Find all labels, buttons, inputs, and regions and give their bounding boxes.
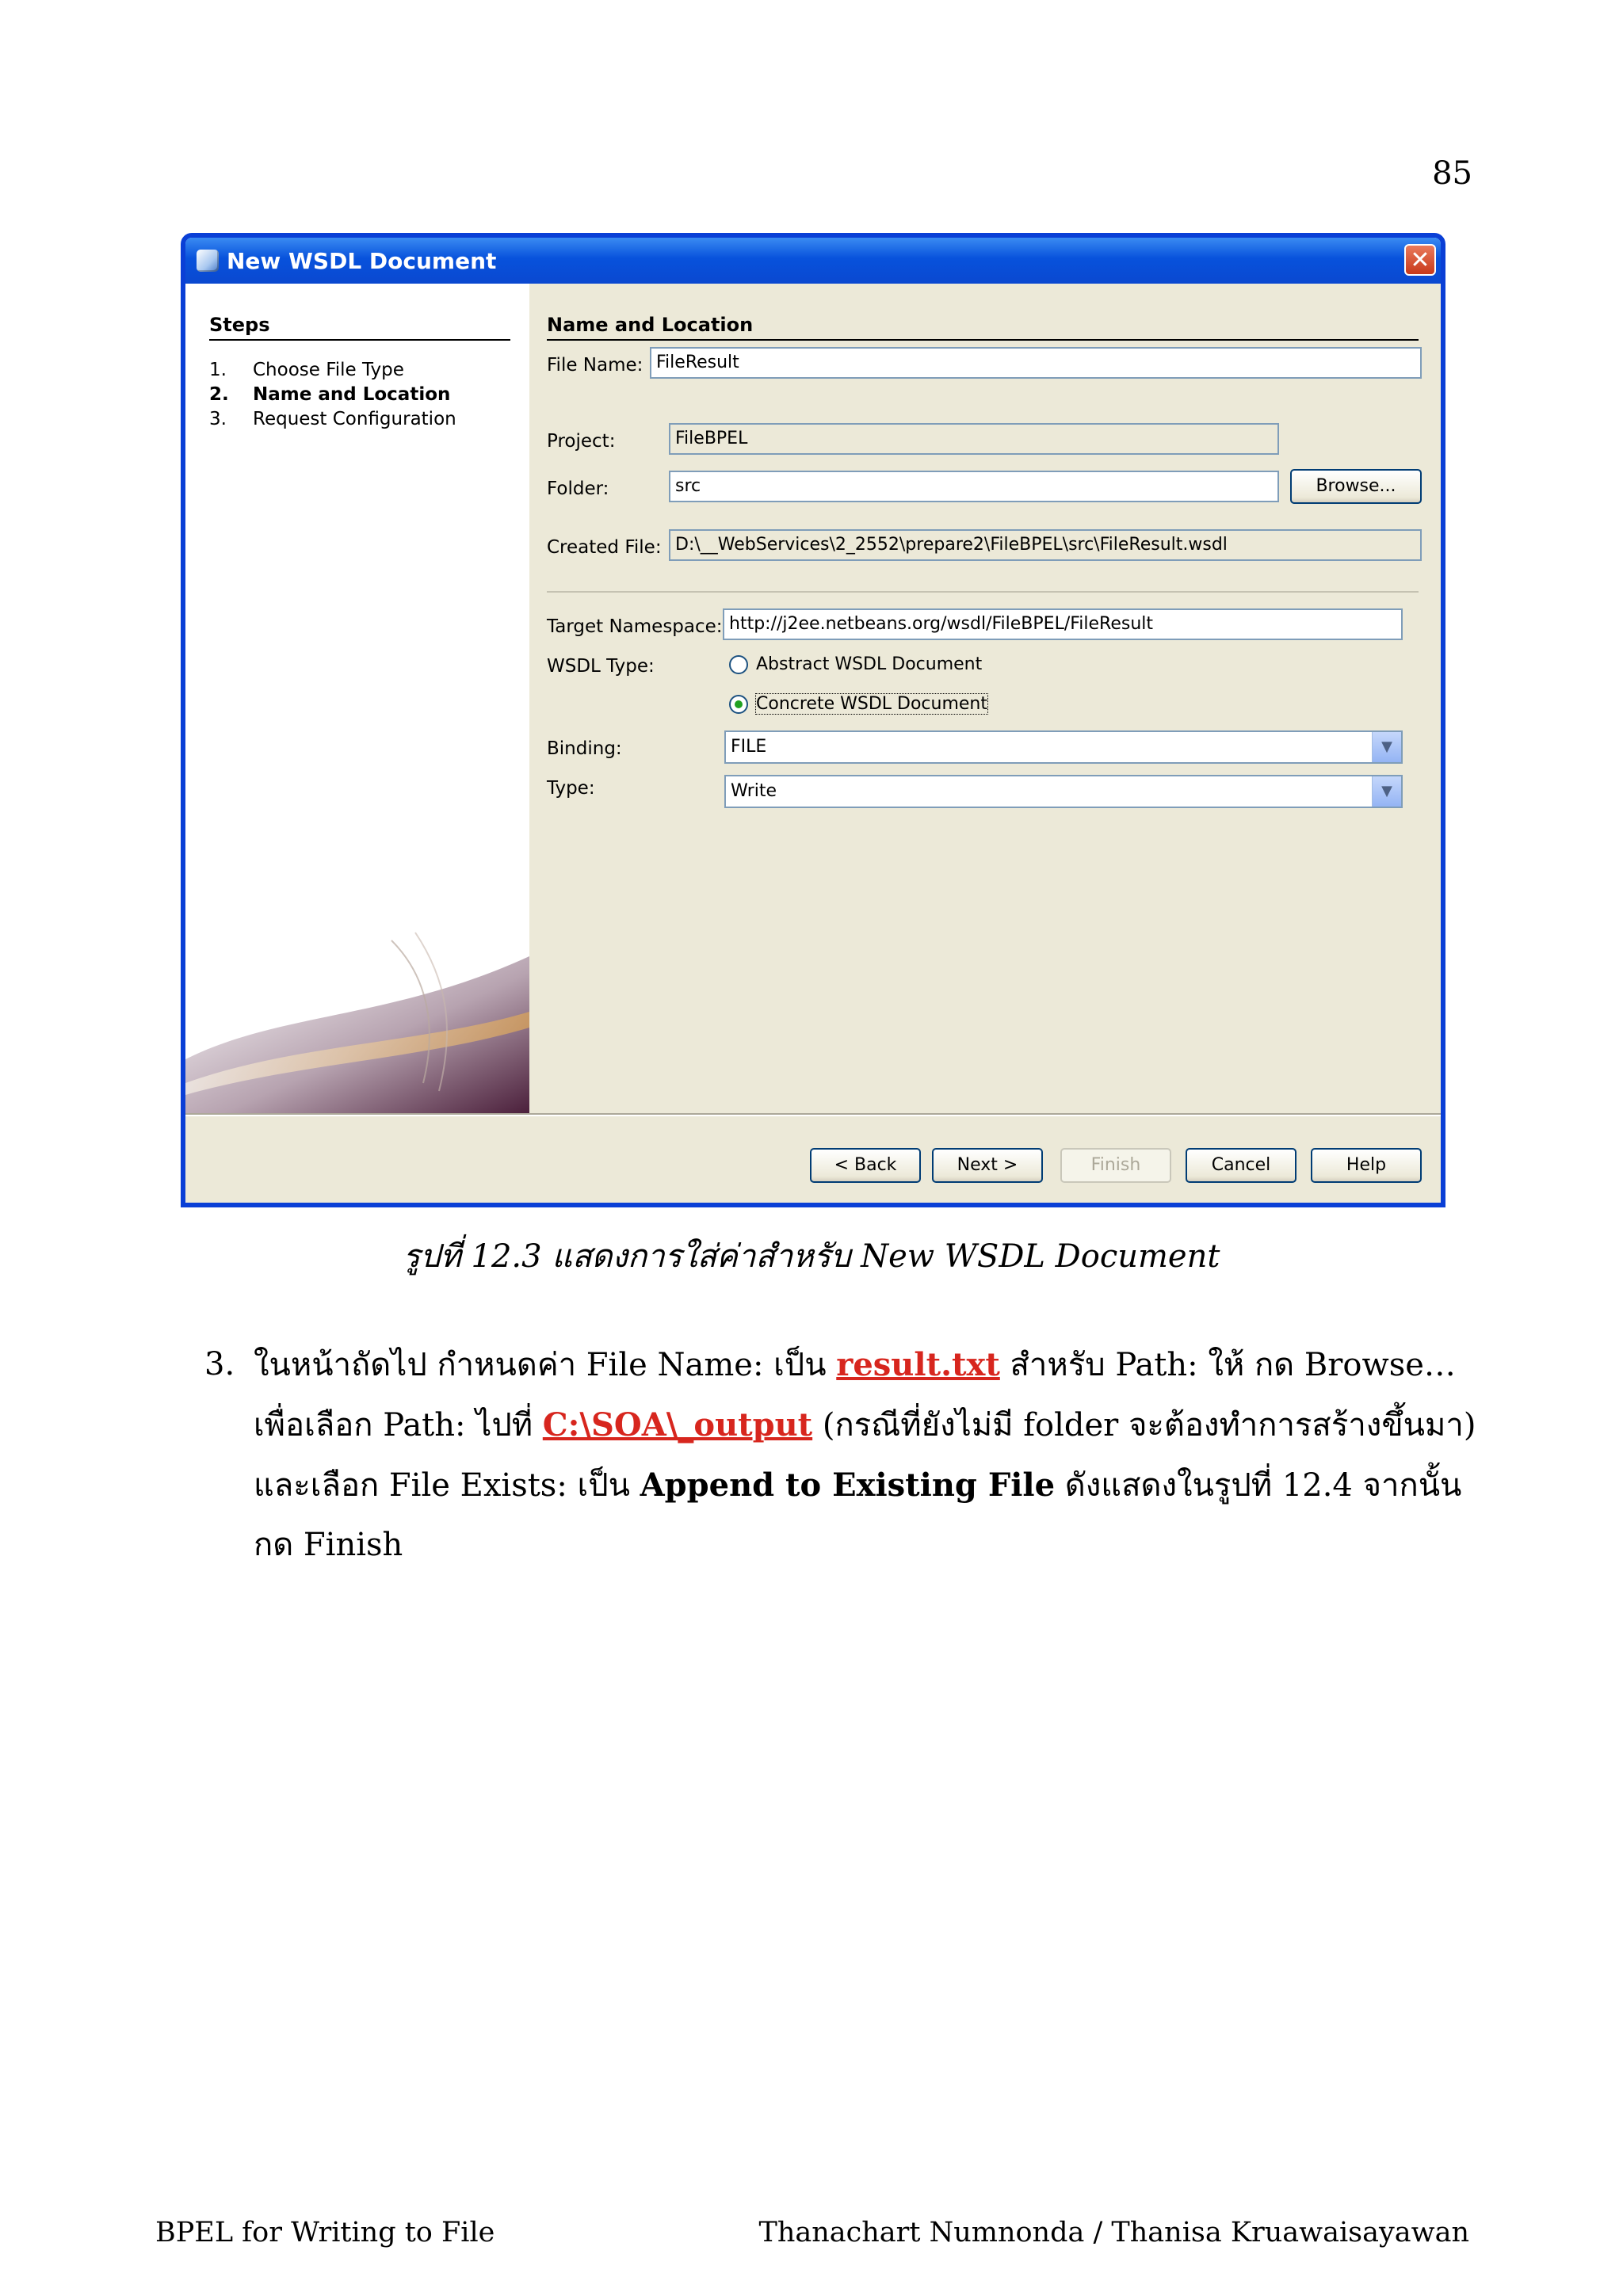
section-title: Name and Location [547, 314, 1419, 341]
step-number: 3. [209, 409, 227, 429]
decorative-swoosh-art [185, 925, 529, 1115]
name-location-panel [529, 284, 1441, 1115]
step-item [209, 409, 456, 433]
separator [547, 591, 1419, 593]
file-name-label: File Name: [547, 355, 643, 376]
option-emphasis: Append to Existing File [640, 1466, 1056, 1504]
step-number: 1. [209, 360, 227, 380]
target-namespace-label: Target Namespace: [547, 616, 723, 637]
cancel-button[interactable]: Cancel [1186, 1148, 1296, 1183]
file-name-field[interactable]: FileResult [650, 347, 1422, 379]
binding-label: Binding: [547, 738, 622, 759]
wsdl-type-label: WSDL Type: [547, 656, 655, 677]
radio-label: Concrete WSDL Document [756, 694, 987, 714]
created-file-label: Created File: [547, 537, 662, 558]
button-bar [185, 1115, 1441, 1203]
project-label: Project: [547, 431, 616, 452]
step-label: Request Configuration [253, 409, 456, 429]
instruction-text: ดังแสดงในรูปที่ 12.4 จากนั้นกด Finish [254, 1467, 1462, 1563]
project-field: FileBPEL [669, 423, 1279, 455]
abstract-wsdl-radio[interactable] [729, 654, 982, 674]
footer-right: Thanachart Numnonda / Thanisa Kruawaisayawan [758, 2217, 1469, 2248]
browse-button[interactable]: Browse... [1290, 469, 1422, 504]
step-label: Choose File Type [253, 360, 404, 380]
instruction-body [254, 1335, 1480, 1575]
path-highlight: C:\SOA\_output [542, 1406, 813, 1444]
chevron-down-icon[interactable]: ▼ [1372, 776, 1401, 807]
step-number: 2. [209, 384, 229, 405]
instruction-number: 3. [204, 1346, 235, 1383]
steps-list [209, 360, 456, 433]
radio-label: Abstract WSDL Document [756, 654, 983, 674]
folder-label: Folder: [547, 479, 609, 499]
instruction-text: (กรณีที่ยังไม่มี folder จะต้องทำการสร้างขึ้นมา) และเลือก File Exists: เป็น [254, 1407, 1476, 1504]
new-wsdl-dialog [181, 233, 1445, 1207]
finish-button: Finish [1060, 1148, 1171, 1183]
radio-on-icon[interactable] [729, 695, 748, 714]
instruction-paragraph [204, 1335, 1480, 1575]
target-namespace-field[interactable]: http://j2ee.netbeans.org/wsdl/FileBPEL/FileResult [723, 608, 1403, 640]
binding-select[interactable] [724, 730, 1403, 764]
instruction-text: สำหรับ Path: ให้ กด Browse… เพื่อเลือก Path: ไปที่ [254, 1347, 1456, 1444]
type-value: Write [731, 781, 777, 801]
step-item-current [209, 384, 456, 409]
chevron-down-icon[interactable]: ▼ [1372, 732, 1401, 762]
page-number: 85 [1432, 155, 1472, 192]
footer-left: BPEL for Writing to File [155, 2217, 495, 2248]
folder-field[interactable]: src [669, 471, 1279, 502]
steps-title: Steps [209, 314, 510, 341]
type-select[interactable] [724, 775, 1403, 808]
created-file-field: D:\__WebServices\2_2552\prepare2\FileBPEL\src\FileResult.wsdl [669, 529, 1422, 561]
concrete-wsdl-radio[interactable] [729, 694, 987, 714]
type-label: Type: [547, 778, 595, 799]
radio-off-icon[interactable] [729, 655, 748, 674]
title-bar [185, 238, 1441, 284]
filename-highlight: result.txt [836, 1346, 1000, 1383]
instruction-text: ในหน้าถัดไป กำหนดค่า File Name: เป็น [254, 1347, 837, 1383]
back-button[interactable]: < Back [810, 1148, 921, 1183]
step-label: Name and Location [253, 384, 451, 405]
step-item [209, 360, 456, 384]
binding-value: FILE [731, 737, 767, 757]
close-button[interactable]: ✕ [1404, 244, 1436, 276]
figure-caption: รูปที่ 12.3 แสดงการใส่ค่าสำหรับ New WSDL Document [403, 1238, 1220, 1275]
next-button[interactable]: Next > [932, 1148, 1043, 1183]
wsdl-document-icon [197, 250, 219, 272]
steps-panel [185, 284, 529, 1115]
help-button[interactable]: Help [1311, 1148, 1422, 1183]
dialog-title: New WSDL Document [227, 247, 497, 274]
